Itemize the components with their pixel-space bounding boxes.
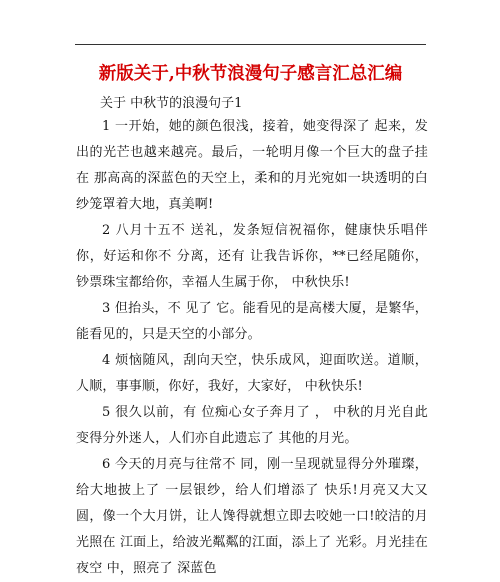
- body-text: [76, 114, 428, 582]
- paragraph-5: 5 很久以前，有 位痴心女子奔月了 ， 中秋的月光自此变得分外迷人，人们亦自此遗忘了 其他的月光。: [76, 405, 428, 446]
- paragraph-4: 4 烦恼随风，刮向天空，快乐成风，迎面吹送。道顺，人顺，事事顺，你好，我好，大家好， 中秋快乐!: [76, 353, 428, 394]
- paragraph-1: 1 一开始，她的颜色很浅，接着，她变得深了 起来，发出的光芒也越来越亮。最后，一轮明月像一个巨大的盘子挂在 那高高的深蓝色的天空上，柔和的月光宛如一块透明的白纱笼罩着大地，真美啊!: [76, 119, 428, 212]
- paragraph-3: 3 但抬头，不 见了 它。能看见的是高楼大厦，是繁华，能看见的，只是天空的小部分。: [76, 301, 428, 342]
- document-title: 新版关于,中秋节浪漫句子感言汇总汇编: [98, 64, 403, 84]
- paragraph-6: 6 今天的月亮与往常不 同，刚一呈现就显得分外璀璨，给大地披上了 一层银纱，给人们增添了 快乐!月亮又大又圆，像一个大月饼，让人馋得就想立即去咬她一口!皎洁的月光照在 江面上，给波光粼粼的江面，添上了 光彩。月光挂在 夜空 中，照亮了 深蓝色: [76, 457, 428, 576]
- paragraph-2: 2 八月十五不 送礼，发条短信祝福你，健康快乐唱伴你，好运和你不 分离，还有 让我告诉你，**已经尾随你，钞票珠宝都给你，幸福人生属于你， 中秋快乐!: [76, 223, 428, 290]
- header-rule: [75, 44, 426, 45]
- section-heading: 关于 中秋节的浪漫句子1: [100, 96, 243, 111]
